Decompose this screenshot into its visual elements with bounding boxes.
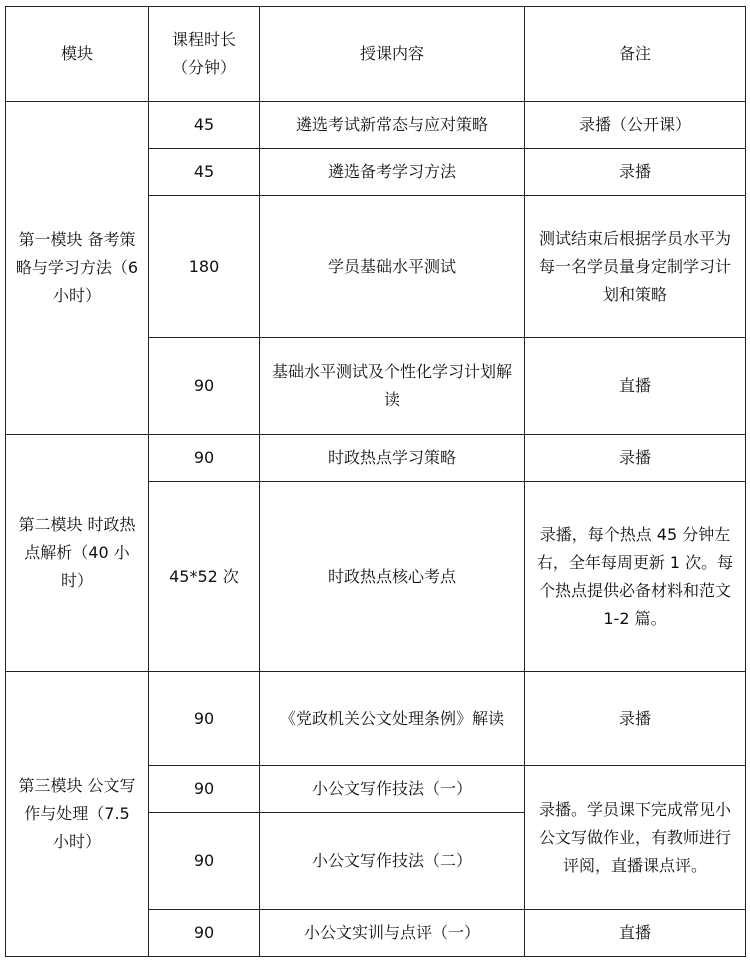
duration-cell: 90 xyxy=(149,435,260,482)
module-cell: 第三模块 公文写作与处理（7.5 小时） xyxy=(6,672,149,957)
content-cell: 学员基础水平测试 xyxy=(260,196,525,338)
content-cell: 小公文写作技法（一） xyxy=(260,766,525,813)
content-cell: 基础水平测试及个性化学习计划解读 xyxy=(260,338,525,435)
header-module: 模块 xyxy=(6,7,149,102)
module-cell: 第二模块 时政热点解析（40 小时） xyxy=(6,435,149,672)
table-row xyxy=(6,435,746,482)
table-row xyxy=(6,672,746,766)
note-cell: 录播 xyxy=(525,435,746,482)
content-cell: 《党政机关公文处理条例》解读 xyxy=(260,672,525,766)
note-cell: 测试结束后根据学员水平为每一名学员量身定制学习计划和策略 xyxy=(525,196,746,338)
module-cell: 第一模块 备考策略与学习方法（6 小时） xyxy=(6,102,149,435)
header-note: 备注 xyxy=(525,7,746,102)
header-duration: 课程时长（分钟） xyxy=(149,7,260,102)
duration-cell: 45 xyxy=(149,102,260,149)
content-cell: 时政热点学习策略 xyxy=(260,435,525,482)
duration-cell: 45*52 次 xyxy=(149,482,260,672)
duration-cell: 90 xyxy=(149,338,260,435)
duration-cell: 90 xyxy=(149,813,260,910)
note-cell: 直播 xyxy=(525,910,746,957)
note-cell: 录播，每个热点 45 分钟左右，全年每周更新 1 次。每个热点提供必备材料和范文 1-2 篇。 xyxy=(525,482,746,672)
content-cell: 遴选备考学习方法 xyxy=(260,149,525,196)
note-cell: 录播 xyxy=(525,149,746,196)
note-cell: 录播。学员课下完成常见小公文写做作业，有教师进行评阅，直播课点评。 xyxy=(525,766,746,910)
header-row xyxy=(6,7,746,102)
content-cell: 时政热点核心考点 xyxy=(260,482,525,672)
content-cell: 遴选考试新常态与应对策略 xyxy=(260,102,525,149)
content-cell: 小公文实训与点评（一） xyxy=(260,910,525,957)
duration-cell: 90 xyxy=(149,910,260,957)
note-cell: 录播 xyxy=(525,672,746,766)
duration-cell: 90 xyxy=(149,672,260,766)
duration-cell: 45 xyxy=(149,149,260,196)
table-row xyxy=(6,102,746,149)
content-cell: 小公文写作技法（二） xyxy=(260,813,525,910)
header-content: 授课内容 xyxy=(260,7,525,102)
duration-cell: 180 xyxy=(149,196,260,338)
note-cell: 录播（公开课） xyxy=(525,102,746,149)
duration-cell: 90 xyxy=(149,766,260,813)
course-schedule-table xyxy=(5,6,746,957)
note-cell: 直播 xyxy=(525,338,746,435)
